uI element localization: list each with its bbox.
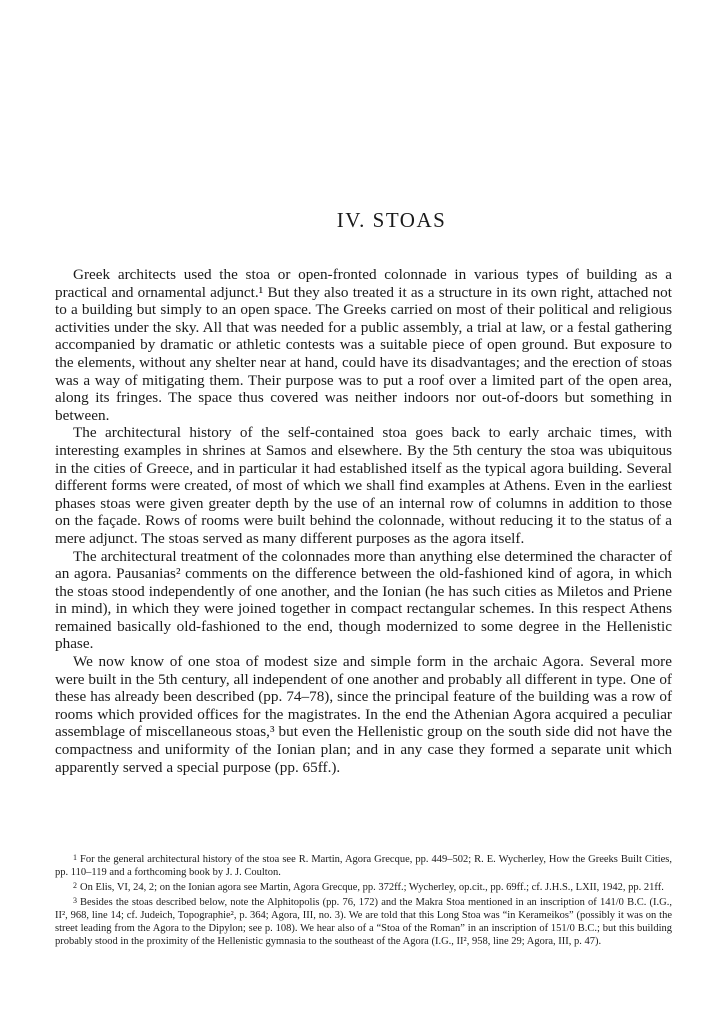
paragraph: We now know of one stoa of modest size and simple form in the archaic Agora. Several more were built in the 5th century, all independent of one another and probably all different in type. One of these has already been described (pp. 74–78), since the principal feature of the building was a row of rooms which provided offices for the magistrates. In the end the Athenian Agora acquired a peculiar assemblage of miscellaneous stoas,³ but even the Hellenistic group on the south side did not have the compactness and uniformity of the Ionian plan; and in any case they formed a separate unit which apparently served a special purpose (pp. 65ff.). [55,653,672,776]
footnote [55,851,672,879]
footnote [55,879,672,894]
footnote [55,894,672,948]
footnotes [55,851,672,948]
footnote-text: On Elis, VI, 24, 2; on the Ionian agora see Martin, Agora Grecque, pp. 372ff.; Wycherley, op.cit., pp. 69ff.; cf. J.H.S., LXII, 1942, pp. 21ff. [80,882,664,893]
footnote-marker: 3 [73,896,77,905]
footnote-marker: 1 [73,853,77,862]
paragraph: Greek architects used the stoa or open-fronted colonnade in various types of building as a practical and ornamental adjunct.¹ But they also treated it as a structure in its own right, attached not to a building but simply to an open space. The Greeks carried on most of their political and religious activities under the sky. All that was needed for a public assembly, a trial at law, or a festal gathering accompanied by dramatic or athletic contests was a suitable piece of open ground. But exposure to the elements, without any shelter near at hand, could have its disadvantages; and the erection of stoas was a way of mitigating them. Their purpose was to put a roof over a limited part of the open area, along its fringes. The space thus covered was neither indoors nor out-of-doors but something in between. [55,266,672,424]
footnote-text: For the general architectural history of the stoa see R. Martin, Agora Grecque, pp. 449–502; R. E. Wycherley, How the Greeks Built Cities, pp. 110–119 and a forthcoming book by J. J. Coulton. [55,854,672,878]
body-text [55,266,672,776]
footnote-marker: 2 [73,881,77,890]
paragraph: The architectural history of the self-contained stoa goes back to early archaic times, with interesting examples in shrines at Samos and elsewhere. By the 5th century the stoa was ubiquitous in the cities of Greece, and in particular it had established itself as the typical agora building. Several different forms were created, of most of which we shall find examples at Athens. Even in the earliest phases stoas were given greater depth by the use of an internal row of columns in addition to those on the façade. Rows of rooms were built behind the colonnade, without reducing it to the status of a mere adjunct. The stoas served as many different purposes as the agora itself. [55,424,672,547]
paragraph: The architectural treatment of the colonnades more than anything else determined the character of an agora. Pausanias² comments on the difference between the old-fashioned kind of agora, in which the stoas stood independently of one another, and the Ionian (he has such cities as Miletos and Priene in mind), in which they were joined together in compact rectangular schemes. In this respect Athens remained basically old-fashioned to the end, though modernized to some degree in the Hellenistic phase. [55,547,672,653]
footnote-text: Besides the stoas described below, note the Alphitopolis (pp. 76, 172) and the Makra Stoa mentioned in an inscription of 141/0 B.C. (I.G., II², 968, line 14; cf. Judeich, Topographie², p. 364; Agora, III, no. 3). We are told that this Long Stoa was “in Kerameikos” (possibly it was on the street leading from the Agora to the Dipylon; see p. 108). We hear also of a “Stoa of the Roman” in an inscription of 151/0 B.C.; but this building probably stood in the proximity of the Hellenistic gymnasia to the southeast of the Agora (I.G., II², 958, line 29; Agora, III, p. 47). [55,897,672,947]
chapter-title: IV. STOAS [336,208,447,232]
